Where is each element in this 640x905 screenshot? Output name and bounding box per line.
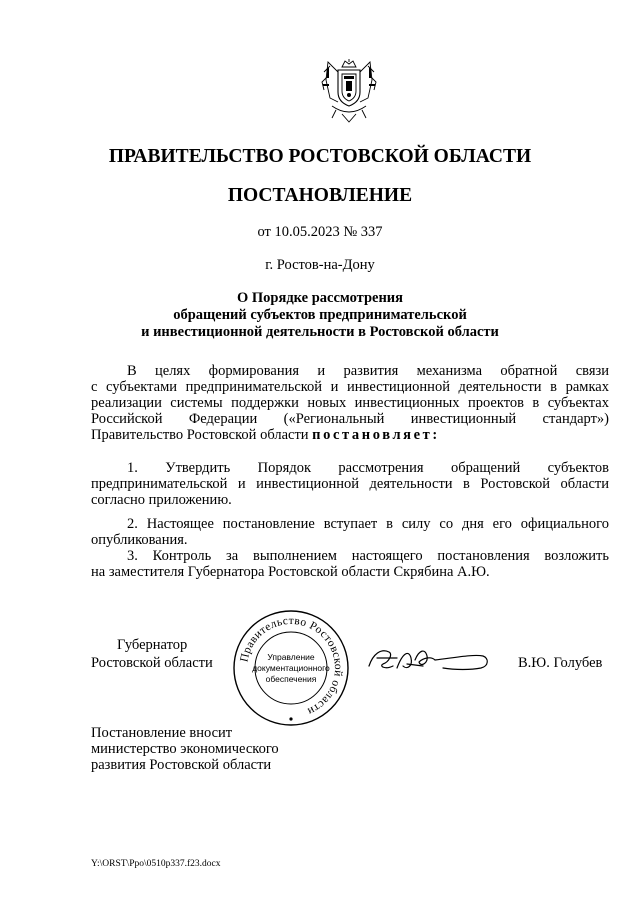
- preamble-paragraph: [91, 363, 609, 443]
- stamp-center-line: документационного: [252, 663, 330, 673]
- coat-of-arms-emblem: [318, 58, 380, 124]
- city: г. Ростов-на-Дону: [265, 257, 375, 273]
- item-1: [91, 460, 609, 508]
- preamble-line: Российской Федерации («Региональный инвестиционный стандарт»): [91, 411, 609, 427]
- title-line: и инвестиционной деятельности в Ростовской области: [141, 324, 499, 340]
- date-and-number: от 10.05.2023 № 337: [257, 224, 383, 240]
- stamp-center-line: обеспечения: [265, 674, 317, 684]
- preamble-last-line: [91, 427, 609, 443]
- decree-word: постановляет:: [312, 427, 440, 443]
- file-path: Y:\ORST\Ppo\0510p337.f23.docx: [91, 859, 221, 869]
- item-3: [91, 548, 609, 580]
- item-line: предпринимательской и инвестиционной деятельности в Ростовской области: [91, 476, 609, 492]
- submitted-by-block: [91, 725, 279, 773]
- submitted-by-line: Постановление вносит: [91, 725, 233, 741]
- preamble-subject: Правительство Ростовской области: [91, 427, 309, 443]
- document-title: [0, 290, 640, 341]
- title-line: О Порядке рассмотрения: [236, 290, 403, 306]
- document-type: ПОСТАНОВЛЕНИЕ: [227, 185, 413, 206]
- submitted-by-line: развития Ростовской области: [91, 757, 272, 773]
- submitted-by-line: министерство экономического: [91, 741, 279, 757]
- handwritten-signature: [363, 640, 498, 680]
- item-line: 2. Настоящее постановление вступает в силу со дня его официального: [127, 516, 609, 532]
- item-line: опубликования.: [91, 532, 188, 548]
- preamble-line: В целях формирования и развития механизма обратной связи: [127, 363, 609, 379]
- stamp-ring-text: Правительство Ростовской области: [238, 614, 345, 718]
- signatory-position-line1: Губернатор: [117, 637, 188, 653]
- item-line: 3. Контроль за выполнением настоящего постановления возложить: [127, 548, 609, 564]
- item-line: согласно приложению.: [91, 492, 232, 508]
- item-line: 1. Утвердить Порядок рассмотрения обращений субъектов: [127, 460, 609, 476]
- signatory-name: В.Ю. Голубев: [518, 655, 603, 671]
- official-stamp: [231, 608, 351, 728]
- stamp-center-line: Управление: [267, 652, 315, 662]
- item-line: на заместителя Губернатора Ростовской области Скрябина А.Ю.: [91, 564, 490, 580]
- title-line: обращений субъектов предпринимательской: [173, 307, 467, 323]
- signatory-position-line2: Ростовской области: [91, 655, 213, 671]
- item-2: [91, 516, 609, 548]
- preamble-line: с субъектами предпринимательской и инвестиционной деятельности в рамках: [91, 379, 609, 395]
- organization-title: ПРАВИТЕЛЬСТВО РОСТОВСКОЙ ОБЛАСТИ: [108, 146, 532, 167]
- preamble-line: реализации системы поддержки новых инвестиционных проектов в субъектах: [91, 395, 609, 411]
